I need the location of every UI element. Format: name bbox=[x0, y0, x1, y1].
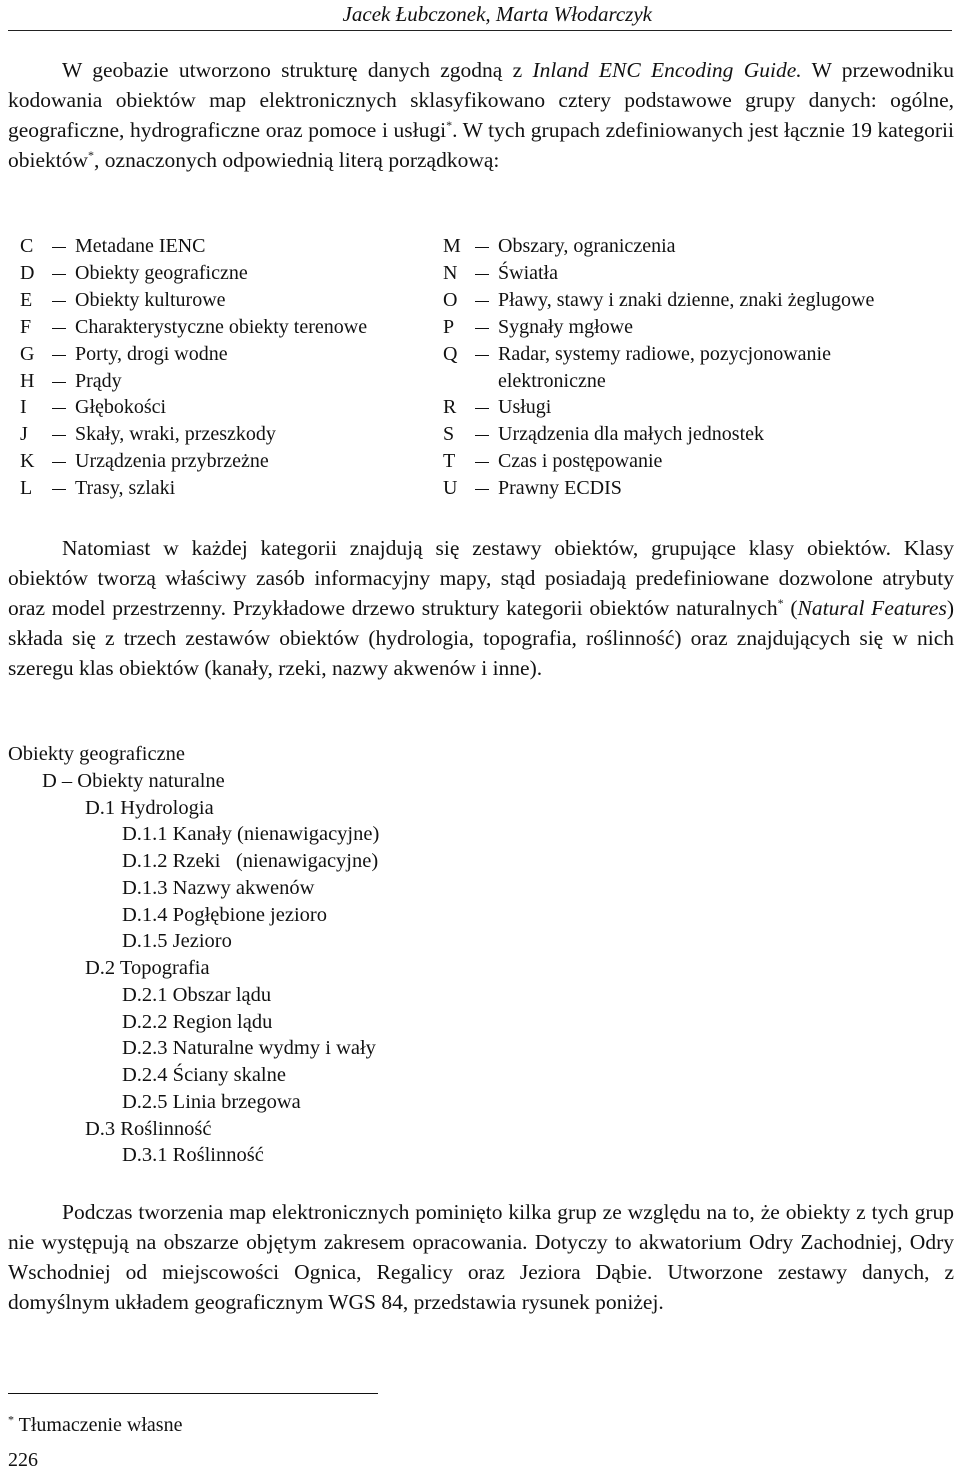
category-letter: C bbox=[20, 235, 34, 257]
category-dash bbox=[475, 462, 489, 463]
tree-node: D.2 Topografia bbox=[85, 957, 210, 979]
para1-emphasis: Inland ENC Encoding Guide. bbox=[532, 58, 802, 82]
category-dash bbox=[52, 274, 66, 275]
para1-text-a: W geobazie utworzono strukturę danych zgodną z bbox=[62, 58, 533, 82]
tree-node: D – Obiekty naturalne bbox=[42, 769, 225, 792]
tree-node: D.1.3 Nazwy akwenów bbox=[122, 876, 315, 899]
category-letter: E bbox=[20, 288, 33, 311]
para2-text-a: Natomiast w każdej kategorii znajdują się zestawy obiektów, grupujące klasy obiektów. Klasy obiektów tworzą właściwy zasób informacyjny mapy, stąd posiadają predefiniowane dozwolone atrybuty oraz model przestrzenny. Przykładowe drzewo struktury kategorii obiektów naturalnych bbox=[8, 536, 954, 620]
category-label: Czas i postępowanie bbox=[498, 450, 663, 473]
tree-node: Obiekty geograficzne bbox=[8, 743, 186, 765]
category-letter: Q bbox=[443, 342, 458, 365]
category-dash bbox=[475, 408, 489, 409]
category-letter: P bbox=[443, 315, 455, 338]
footnote-divider bbox=[8, 1393, 378, 1394]
category-label: Prawny ECDIS bbox=[498, 477, 622, 500]
footnote-ref: * bbox=[777, 595, 784, 610]
category-label: Światła bbox=[498, 261, 558, 284]
category-label: Obiekty geograficzne bbox=[75, 261, 248, 284]
tree-node: D.3.1 Roślinność bbox=[122, 1144, 264, 1167]
category-dash bbox=[52, 355, 66, 356]
footnote-text: Tłumaczenie własne bbox=[14, 1414, 183, 1436]
category-label: Trasy, szlaki bbox=[75, 477, 176, 500]
tree-node: D.2.2 Region lądu bbox=[122, 1010, 273, 1033]
page-number: 226 bbox=[8, 1449, 38, 1471]
para1-text-c: . W tych grupach zdefiniowanych jest łącznie 19 kategorii obiektów bbox=[8, 118, 954, 172]
category-letter: T bbox=[443, 450, 456, 473]
category-dash bbox=[52, 328, 66, 329]
category-dash bbox=[52, 489, 66, 490]
category-dash bbox=[475, 328, 489, 329]
paragraph-intro bbox=[8, 55, 954, 175]
footnote-mark: * bbox=[8, 1412, 14, 1427]
para2-text-c: ) składa się z trzech zestawów obiektów (hydrologia, topografia, roślinność) oraz znajdujących się w nich szeregu klas obiektów (kanały, rzeki, nazwy akwenów i inne). bbox=[8, 596, 954, 680]
tree-node: D.1.2 Rzeki (nienawigacyjne) bbox=[122, 850, 379, 872]
category-label: Urządzenia przybrzeżne bbox=[75, 450, 269, 473]
category-letter: L bbox=[20, 477, 33, 500]
category-dash bbox=[475, 301, 489, 302]
category-label: Obiekty kulturowe bbox=[75, 288, 226, 311]
category-dash bbox=[475, 274, 489, 275]
category-letter: M bbox=[443, 235, 461, 257]
category-label: Sygnały mgłowe bbox=[498, 315, 633, 338]
tree-node: D.1.1 Kanały (nienawigacyjne) bbox=[122, 823, 380, 846]
footnote-ref: * bbox=[88, 147, 95, 162]
category-dash bbox=[52, 247, 66, 248]
para1-text-b: W przewodniku kodowania obiektów map elektronicznych sklasyfikowano cztery podstawowe grupy danych: ogólne, geograficzne, hydrograficzne oraz pomoce i usługi bbox=[8, 58, 955, 142]
paragraph-omitted-groups bbox=[8, 1197, 954, 1317]
category-label: Metadane IENC bbox=[75, 235, 206, 257]
category-letter: O bbox=[443, 288, 458, 311]
category-label: Pławy, stawy i znaki dzienne, znaki żeglugowe bbox=[498, 288, 875, 311]
para3-text: Podczas tworzenia map elektronicznych pominięto kilka grup ze względu na to, że obiekty z tych grup nie występują na obszarze objętym zakresem opracowania. Dotyczy to akwatorium Odry Zachodniej, Odry Wschodniej od miejscowości Ognica, Regalicy oraz Jeziora Dąbie. Utworzone zestawy danych, z domyślnym układem geograficznym WGS 84, przedstawia rysunek poniżej. bbox=[8, 1200, 954, 1314]
category-dash bbox=[52, 435, 66, 436]
category-label: Prądy bbox=[75, 369, 122, 392]
tree-node: D.1.4 Pogłębione jezioro bbox=[122, 903, 327, 926]
category-letter: D bbox=[20, 261, 35, 284]
para2-emphasis: Natural Features bbox=[797, 596, 947, 620]
category-label: Głębokości bbox=[75, 396, 167, 419]
category-label: Obszary, ograniczenia bbox=[498, 235, 676, 257]
tree-node: D.2.5 Linia brzegowa bbox=[122, 1090, 301, 1113]
category-label: Usługi bbox=[498, 396, 552, 419]
category-dash bbox=[475, 489, 489, 490]
category-dash bbox=[52, 301, 66, 302]
category-label: Charakterystyczne obiekty terenowe bbox=[75, 315, 368, 338]
paragraph-categories bbox=[8, 533, 954, 683]
tree-node: D.1.5 Jezioro bbox=[122, 930, 232, 953]
category-label: Porty, drogi wodne bbox=[75, 342, 228, 365]
para1-text-d: , oznaczonych odpowiednią literą porządkową: bbox=[94, 148, 500, 172]
category-letter: U bbox=[443, 477, 458, 500]
tree-node: D.2.3 Naturalne wydmy i wały bbox=[122, 1037, 376, 1060]
category-letter: F bbox=[20, 315, 32, 338]
category-letter: R bbox=[443, 396, 457, 419]
running-header bbox=[8, 0, 952, 31]
footnote-ref: * bbox=[446, 117, 453, 132]
category-dash bbox=[52, 462, 66, 463]
tree-node: D.2.1 Obszar lądu bbox=[122, 983, 272, 1006]
category-letter: I bbox=[20, 396, 27, 419]
header-authors: Jacek Łubczonek, Marta Włodarczyk bbox=[342, 2, 652, 26]
category-dash bbox=[52, 408, 66, 409]
category-letter: K bbox=[20, 450, 35, 473]
para2-text-b: ( bbox=[783, 596, 798, 620]
category-letter: G bbox=[20, 342, 35, 365]
category-dash bbox=[475, 435, 489, 436]
category-dash bbox=[475, 247, 489, 248]
category-label: Radar, systemy radiowe, pozycjonowanie bbox=[498, 342, 831, 365]
category-dash bbox=[52, 382, 66, 383]
tree-node: D.2.4 Ściany skalne bbox=[122, 1064, 286, 1086]
category-letter: S bbox=[443, 423, 455, 446]
category-letter: J bbox=[20, 423, 28, 446]
category-letter: N bbox=[443, 261, 458, 284]
category-label: Urządzenia dla małych jednostek bbox=[498, 423, 764, 446]
tree-node: D.1 Hydrologia bbox=[85, 796, 214, 819]
category-letter: H bbox=[20, 369, 35, 392]
tree-node: D.3 Roślinność bbox=[85, 1117, 212, 1140]
category-label-continuation: elektroniczne bbox=[498, 369, 606, 392]
footnote bbox=[8, 1413, 182, 1437]
category-label: Skały, wraki, przeszkody bbox=[75, 423, 276, 446]
category-dash bbox=[475, 355, 489, 356]
